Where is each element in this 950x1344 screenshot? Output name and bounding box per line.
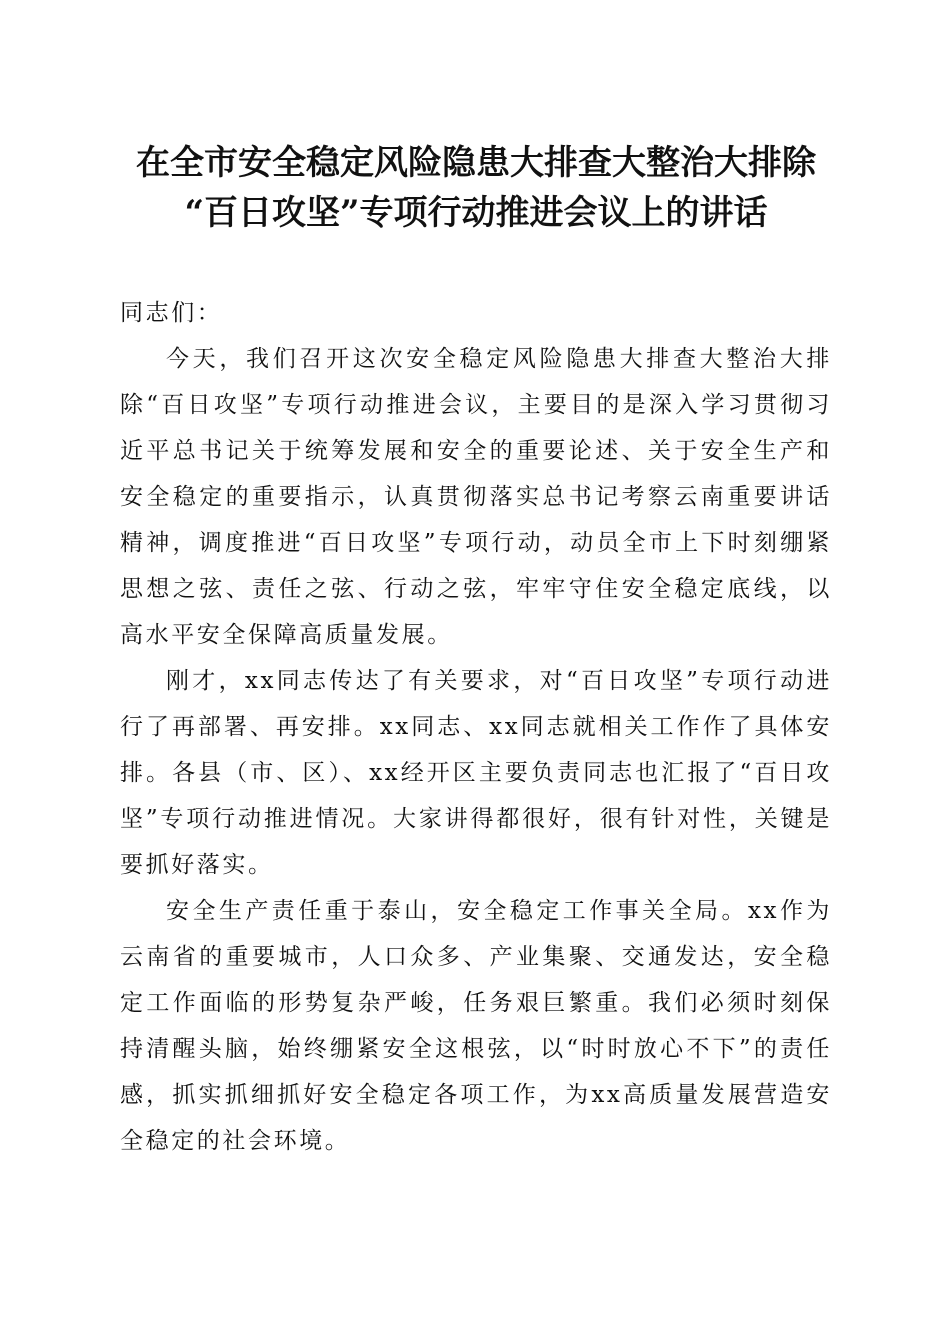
document-title bbox=[120, 138, 832, 238]
title-line-1: 在全市安全稳定风险隐患大排查大整治大排除 bbox=[136, 143, 816, 183]
salutation: 同志们： bbox=[120, 300, 223, 326]
document-body bbox=[120, 290, 832, 1164]
paragraph-1: 今天，我们召开这次安全稳定风险隐患大排查大整治大排除“百日攻坚”专项行动推进会议，主要目的是深入学习贯彻习近平总书记关于统筹发展和安全的重要论述、关于安全生产和安全稳定的重要指示，认真贯彻落实总书记考察云南重要讲话精神，调度推进“百日攻坚”专项行动，动员全市上下时刻绷紧思想之弦、责任之弦、行动之弦，牢牢守住安全稳定底线，以高水平安全保障高质量发展。 bbox=[120, 346, 832, 648]
document-page bbox=[120, 138, 832, 1164]
paragraph-3: 安全生产责任重于泰山，安全稳定工作事关全局。xx作为云南省的重要城市，人口众多、产业集聚、交通发达，安全稳定工作面临的形势复杂严峻，任务艰巨繁重。我们必须时刻保持清醒头脑，始终绷紧安全这根弦，以“时时放心不下”的责任感，抓实抓细抓好安全稳定各项工作，为xx高质量发展营造安全稳定的社会环境。 bbox=[120, 898, 832, 1154]
title-line-2: “百日攻坚”专项行动推进会议上的讲话 bbox=[184, 193, 768, 233]
paragraph-2: 刚才，xx同志传达了有关要求，对“百日攻坚”专项行动进行了再部署、再安排。xx同志、xx同志就相关工作作了具体安排。各县（市、区）、xx经开区主要负责同志也汇报了“百日攻坚”专项行动推进情况。大家讲得都很好，很有针对性，关键是要抓好落实。 bbox=[120, 668, 832, 878]
